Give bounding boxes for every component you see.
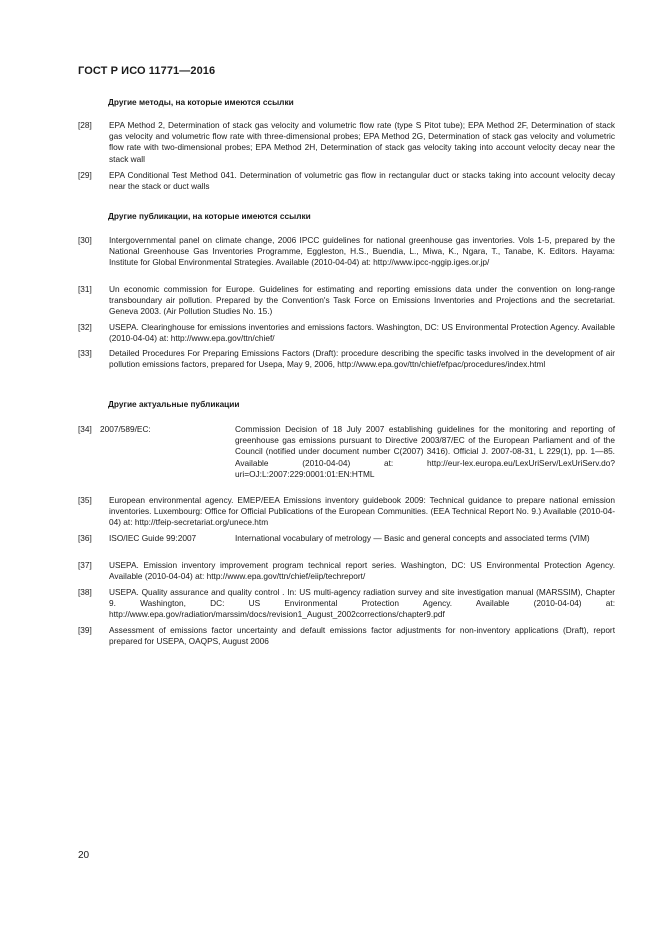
reference-text: European environmental agency. EMEP/EEA Emissions inventory guidebook 2009: Technical guidance to prepare national emission inventories. Luxembourg: Office for Official Publications of the European Communities. (EEA Technical Report No. 9.) Available (2010-04-04) at: http://tfeip-secretariat.org/unece.htm [109,495,615,528]
reference-number: [33] [78,348,92,358]
reference-key: 2007/589/EC: [100,424,151,434]
section-heading-methods: Другие методы, на которые имеются ссылки [108,97,294,107]
reference-text: EPA Conditional Test Method 041. Determination of volumetric gas flow in rectangular duct or stacks taking into account velocity decay near the stack or duct walls [109,170,615,192]
reference-text: International vocabulary of metrology — Basic and general concepts and associated terms (VIM) [235,533,590,543]
reference-text: EPA Method 2, Determination of stack gas velocity and volumetric flow rate (type S Pitot tube); EPA Method 2F, Determination of stack gas velocity and volumetric flow rate with three-dimensional probes; EPA Method 2G, Determination of stack gas velocity and volumetric flow rate with two-dimensional probes; EPA Method 2H, Determination of stack gas velocity taking into account velocity decay near the stack wall [109,120,615,164]
reference-item [78,625,615,647]
reference-item [78,120,615,165]
reference-text: USEPA. Emission inventory improvement program technical report series. Washington, DC: US Environmental Protection Agency. Available (2010-04-04) at: http://www.epa.gov/ttn/chief/eiip/techreport/ [109,560,615,582]
section-heading-publications: Другие публикации, на которые имеются ссылки [108,211,311,221]
reference-number: [32] [78,322,92,332]
reference-number: [29] [78,170,92,180]
reference-item [78,424,615,480]
reference-number: [38] [78,587,92,597]
reference-item [78,348,615,370]
reference-number: [35] [78,495,92,505]
reference-text: USEPA. Clearinghouse for emissions inventories and emissions factors. Washington, DC: US Environmental Protection Agency. Available (2010-04-04) at: http://www.epa.gov/ttn/chief/ [109,322,615,344]
reference-key: ISO/IEC Guide 99:2007 [109,533,197,543]
reference-number: [28] [78,120,92,130]
reference-number: [36] [78,533,92,543]
reference-text: Assessment of emissions factor uncertainty and default emissions factor adjustments for non-inventory applications (Draft), report prepared for USEPA, OAQPS, August 2006 [109,625,615,647]
reference-item [78,560,615,582]
reference-number: [37] [78,560,92,570]
reference-item [78,235,615,269]
reference-text: USEPA. Quality assurance and quality control . In: US multi-agency radiation survey and site investigation manual (MARSSIM), Chapter 9. Washington, DC: US Environmental Protection Agency. Available (2010-04-04) at: http://www.epa.gov/radiation/marssim/docs/revision1_August_2002corrections/chapter9.pdf [109,587,615,620]
page-number: 20 [78,850,90,861]
reference-item [78,322,615,344]
reference-item [78,170,615,192]
reference-text: Commission Decision of 18 July 2007 establishing guidelines for the monitoring and reporting of greenhouse gas emissions pursuant to Directive 2003/87/EC of the European Parliament and of the Council (notified under document number C(2007) 3416). Official J. 2007-08-31, L 229(1), pp. 1—85. Available (2010-04-04) at: http://eur-lex.europa.eu/LexUriServ/LexUriServ.do?uri=OJ:L:2007:229:0001:01:EN:HTML [235,424,615,479]
reference-text: Detailed Procedures For Preparing Emissions Factors (Draft): procedure describing the specific tasks involved in the development of air pollution emissions factors, prepared for Usepa, May 9, 2006, http://www.epa.gov/ttn/chief/efpac/procedures/index.html [109,348,615,370]
document-header: ГОСТ Р ИСО 11771—2016 [78,65,216,77]
reference-item [78,533,615,544]
reference-number: [34] [78,424,92,434]
reference-text: Un economic commission for Europe. Guidelines for estimating and reporting emissions data under the convention on long-range transboundary air pollution. Prepared by the Convention's Task Force on Emissions Inventories and Projections and the secretariat. Geneva 2003. (Air Pollution Studies No. 15.) [109,284,615,317]
section-heading-other-publications: Другие актуальные публикации [108,399,240,409]
reference-number: [31] [78,284,92,294]
reference-number: [39] [78,625,92,635]
reference-item [78,284,615,318]
reference-text: Intergovernmental panel on climate change, 2006 IPCC guidelines for national greenhouse gas inventories. Vols 1-5, prepared by the National Greenhouse Gas Inventories Programme, Eggleston, H.S., Buendia, L., Miwa, K., Ngara, T., Tanabe, K. Editors. Hayama: Institute for Global Environmental Strategies. Available (2010-04-04) at: http://www.ipcc-nggip.iges.or.jp/ [109,235,615,268]
reference-item [78,587,615,621]
reference-item [78,495,615,529]
reference-number: [30] [78,235,92,245]
